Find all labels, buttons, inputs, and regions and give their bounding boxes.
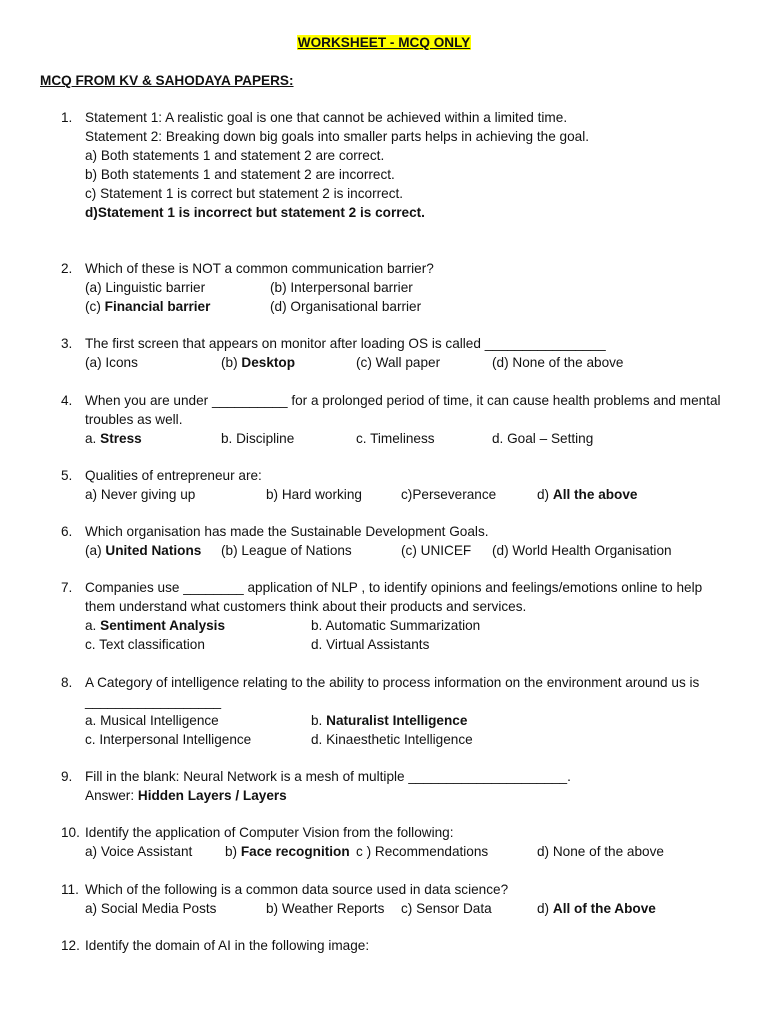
option-d: d. Virtual Assistants: [311, 637, 430, 652]
question-6: [61, 522, 751, 560]
option-a-answer: (a) United Nations: [85, 543, 202, 558]
answer-blank: __________________: [85, 694, 222, 709]
option-d: d) None of the above: [537, 844, 664, 859]
question-number: 2.: [61, 261, 73, 276]
question-number: 10.: [61, 825, 80, 840]
question-text: Identify the application of Computer Vision from the following:: [85, 825, 454, 840]
option-d-answer: d)Statement 1 is incorrect but statement 2 is correct.: [85, 205, 425, 220]
option-a: (a) Linguistic barrier: [85, 280, 206, 295]
page-title: WORKSHEET - MCQ ONLY: [297, 35, 471, 50]
option-c: c ) Recommendations: [356, 844, 489, 859]
option-c: (c) Wall paper: [356, 355, 441, 370]
question-5: [61, 466, 751, 504]
option-a-answer: a. Stress: [85, 431, 142, 446]
question-3: [61, 334, 751, 372]
option-a: a) Social Media Posts: [85, 901, 217, 916]
question-9: [61, 767, 751, 805]
question-number: 4.: [61, 393, 73, 408]
option-b: (b) Interpersonal barrier: [270, 280, 413, 295]
option-d-answer: d) All the above: [537, 487, 638, 502]
option-b: b. Automatic Summarization: [311, 618, 481, 633]
question-text: Which organisation has made the Sustainable Development Goals.: [85, 524, 489, 539]
question-text: Which of the following is a common data source used in data science?: [85, 882, 509, 897]
question-12: [61, 936, 751, 955]
answer-line: Answer: Hidden Layers / Layers: [85, 788, 287, 803]
option-c: c) Statement 1 is correct but statement 2 is incorrect.: [85, 186, 404, 201]
question-number: 9.: [61, 769, 73, 784]
question-text: Statement 2: Breaking down big goals into smaller parts helps in achieving the goal.: [85, 129, 590, 144]
question-number: 5.: [61, 468, 73, 483]
question-text: them understand what customers think about their products and services.: [85, 599, 527, 614]
option-c: c. Timeliness: [356, 431, 435, 446]
option-c: (c) UNICEF: [401, 543, 472, 558]
option-a: a) Voice Assistant: [85, 844, 193, 859]
question-number: 11.: [61, 882, 79, 897]
question-number: 3.: [61, 336, 73, 351]
option-d: (d) None of the above: [492, 355, 624, 370]
question-text: Which of these is NOT a common communication barrier?: [85, 261, 434, 276]
question-text: When you are under __________ for a prolonged period of time, it can cause health problems and mental: [85, 393, 721, 408]
question-2: [61, 259, 751, 316]
question-8: [61, 673, 751, 749]
question-7: [61, 578, 751, 654]
option-c: c. Interpersonal Intelligence: [85, 732, 252, 747]
option-d: d. Kinaesthetic Intelligence: [311, 732, 473, 747]
option-c-answer: (c) Financial barrier: [85, 299, 211, 314]
question-number: 6.: [61, 524, 73, 539]
question-1: [61, 108, 751, 222]
option-b: b) Hard working: [266, 487, 362, 502]
option-a: a) Never giving up: [85, 487, 196, 502]
question-text: Qualities of entrepreneur are:: [85, 468, 262, 483]
option-a: (a) Icons: [85, 355, 138, 370]
question-10: [61, 823, 751, 861]
option-b-answer: b. Naturalist Intelligence: [311, 713, 468, 728]
question-number: 12.: [61, 938, 80, 953]
question-text: troubles as well.: [85, 412, 183, 427]
question-number: 7.: [61, 580, 73, 595]
option-a: a) Both statements 1 and statement 2 are correct.: [85, 148, 385, 163]
question-4: [61, 391, 751, 448]
option-a-answer: a. Sentiment Analysis: [85, 618, 226, 633]
question-text: The first screen that appears on monitor after loading OS is called ________________: [85, 336, 606, 351]
question-text: Companies use ________ application of NLP , to identify opinions and feelings/emotions online to help: [85, 580, 703, 595]
question-number: 1.: [61, 110, 73, 125]
option-c: c. Text classification: [85, 637, 205, 652]
option-b-answer: (b) Desktop: [221, 355, 296, 370]
option-d-answer: d) All of the Above: [537, 901, 656, 916]
option-b: b) Both statements 1 and statement 2 are incorrect.: [85, 167, 395, 182]
question-text: Identify the domain of AI in the following image:: [85, 938, 370, 953]
option-d: (d) World Health Organisation: [492, 543, 672, 558]
question-text: A Category of intelligence relating to the ability to process information on the environment around us is: [85, 675, 700, 690]
option-b-answer: b) Face recognition: [225, 844, 350, 859]
option-d: (d) Organisational barrier: [270, 299, 422, 314]
option-d: d. Goal – Setting: [492, 431, 594, 446]
question-text: Fill in the blank: Neural Network is a mesh of multiple _____________________.: [85, 769, 571, 784]
question-number: 8.: [61, 675, 73, 690]
section-heading: MCQ FROM KV & SAHODAYA PAPERS:: [40, 73, 294, 88]
option-b: (b) League of Nations: [221, 543, 352, 558]
question-text: Statement 1: A realistic goal is one that cannot be achieved within a limited time.: [85, 110, 568, 125]
option-b: b. Discipline: [221, 431, 295, 446]
option-b: b) Weather Reports: [266, 901, 385, 916]
option-a: a. Musical Intelligence: [85, 713, 219, 728]
option-c: c)Perseverance: [401, 487, 497, 502]
option-c: c) Sensor Data: [401, 901, 492, 916]
question-11: [61, 880, 751, 918]
